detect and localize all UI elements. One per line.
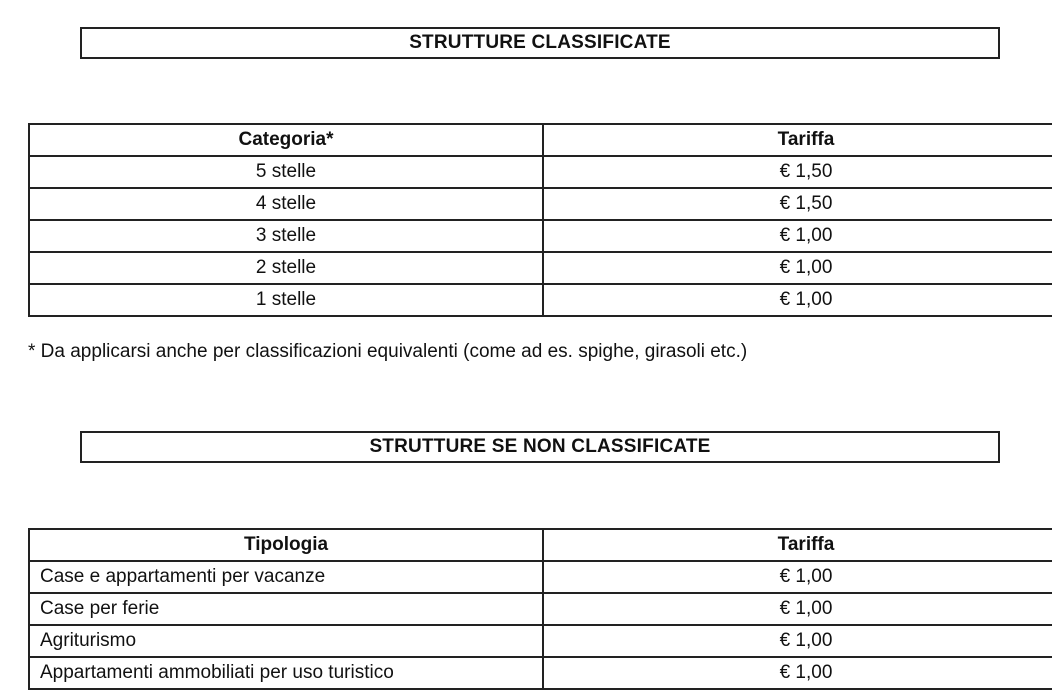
rate-cell: € 1,00 (543, 657, 1052, 689)
table-row (29, 284, 1052, 316)
table-header-row (29, 529, 1052, 561)
column-header-tariffa: Tariffa (543, 529, 1052, 561)
table-row (29, 593, 1052, 625)
table-row (29, 625, 1052, 657)
category-cell: 5 stelle (29, 156, 543, 188)
section-title-classified: STRUTTURE CLASSIFICATE (80, 27, 1000, 59)
column-header-categoria: Categoria* (29, 124, 543, 156)
column-header-tariffa: Tariffa (543, 124, 1052, 156)
type-cell: Case per ferie (29, 593, 543, 625)
section-title-unclassified: STRUTTURE SE NON CLASSIFICATE (80, 431, 1000, 463)
rate-cell: € 1,00 (543, 593, 1052, 625)
category-cell: 2 stelle (29, 252, 543, 284)
type-cell: Agriturismo (29, 625, 543, 657)
table-row (29, 188, 1052, 220)
table-row (29, 252, 1052, 284)
table-row (29, 657, 1052, 689)
table-row (29, 561, 1052, 593)
footnote: * Da applicarsi anche per classificazioni equivalenti (come ad es. spighe, girasoli etc.) (28, 341, 748, 362)
category-cell: 3 stelle (29, 220, 543, 252)
unclassified-rates-table (28, 528, 1052, 690)
rate-cell: € 1,50 (543, 188, 1052, 220)
rate-cell: € 1,00 (543, 561, 1052, 593)
column-header-tipologia: Tipologia (29, 529, 543, 561)
category-cell: 1 stelle (29, 284, 543, 316)
table-row (29, 156, 1052, 188)
rate-cell: € 1,00 (543, 252, 1052, 284)
rate-cell: € 1,00 (543, 220, 1052, 252)
rate-cell: € 1,00 (543, 284, 1052, 316)
table-header-row (29, 124, 1052, 156)
type-cell: Case e appartamenti per vacanze (29, 561, 543, 593)
table-row (29, 220, 1052, 252)
rate-cell: € 1,50 (543, 156, 1052, 188)
category-cell: 4 stelle (29, 188, 543, 220)
rate-cell: € 1,00 (543, 625, 1052, 657)
classified-rates-table (28, 123, 1052, 317)
type-cell: Appartamenti ammobiliati per uso turistico (29, 657, 543, 689)
